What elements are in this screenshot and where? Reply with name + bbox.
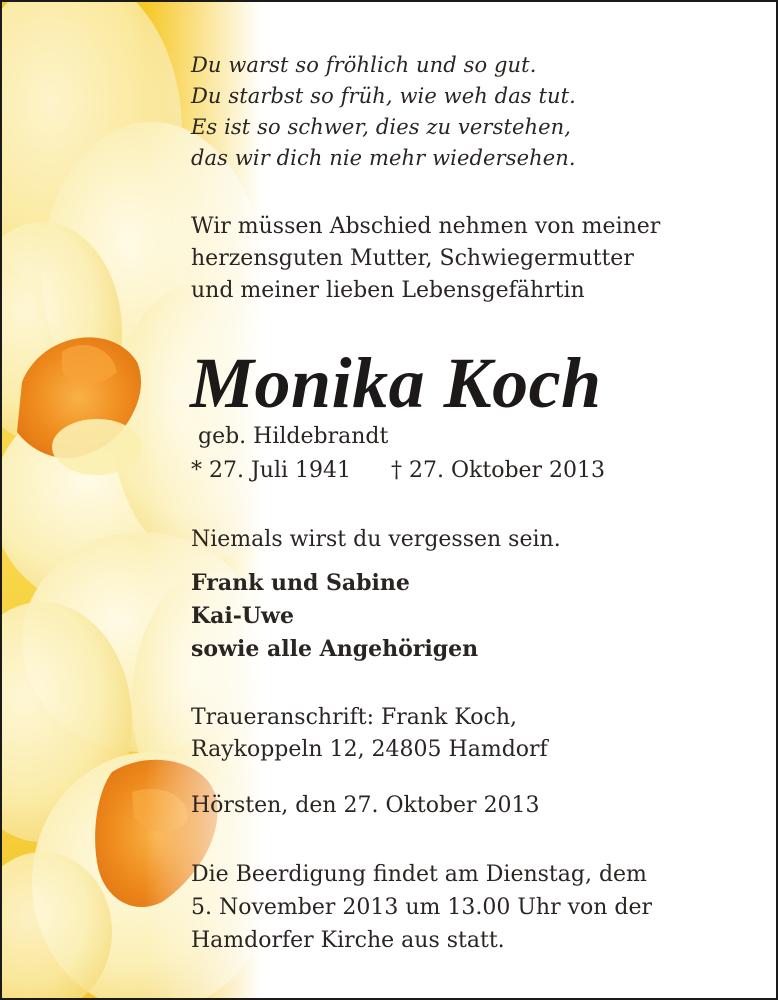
poem-line: Du warst so fröhlich und so gut. <box>191 53 537 77</box>
maiden-name: geb. Hildebrandt <box>198 424 389 449</box>
death-date: † 27. Oktober 2013 <box>391 458 606 483</box>
funeral-info-line: Hamdorfer Kirche aus statt. <box>191 928 505 953</box>
birth-date: * 27. Juli 1941 <box>191 458 352 483</box>
intro-line: Wir müssen Abschied nehmen von meiner <box>191 214 661 239</box>
motto: Niemals wirst du vergessen sein. <box>191 527 561 552</box>
poem-line: Es ist so schwer, dies zu verstehen, <box>191 115 572 139</box>
mourning-address-line: Traueranschrift: Frank Koch, <box>191 705 517 730</box>
poem-line: Du starbst so früh, wie weh das tut. <box>191 84 576 108</box>
mourner-name: sowie alle Angehörigen <box>191 636 479 662</box>
funeral-info-line: Die Beerdigung findet am Dienstag, dem <box>191 862 647 887</box>
poem-line: das wir dich nie mehr wiedersehen. <box>191 146 576 170</box>
life-dates <box>191 458 605 483</box>
mourner-name: Frank und Sabine <box>191 570 410 596</box>
mourning-address-line: Raykoppeln 12, 24805 Hamdorf <box>191 737 548 762</box>
deceased-name: Monika Koch <box>190 343 602 423</box>
place-date: Hörsten, den 27. Oktober 2013 <box>191 793 540 818</box>
funeral-info-line: 5. November 2013 um 13.00 Uhr von der <box>191 895 653 920</box>
mourner-name: Kai-Uwe <box>191 603 294 629</box>
intro-line: und meiner lieben Lebensgefährtin <box>191 278 585 303</box>
intro-line: herzensguten Mutter, Schwiegermutter <box>191 246 634 271</box>
